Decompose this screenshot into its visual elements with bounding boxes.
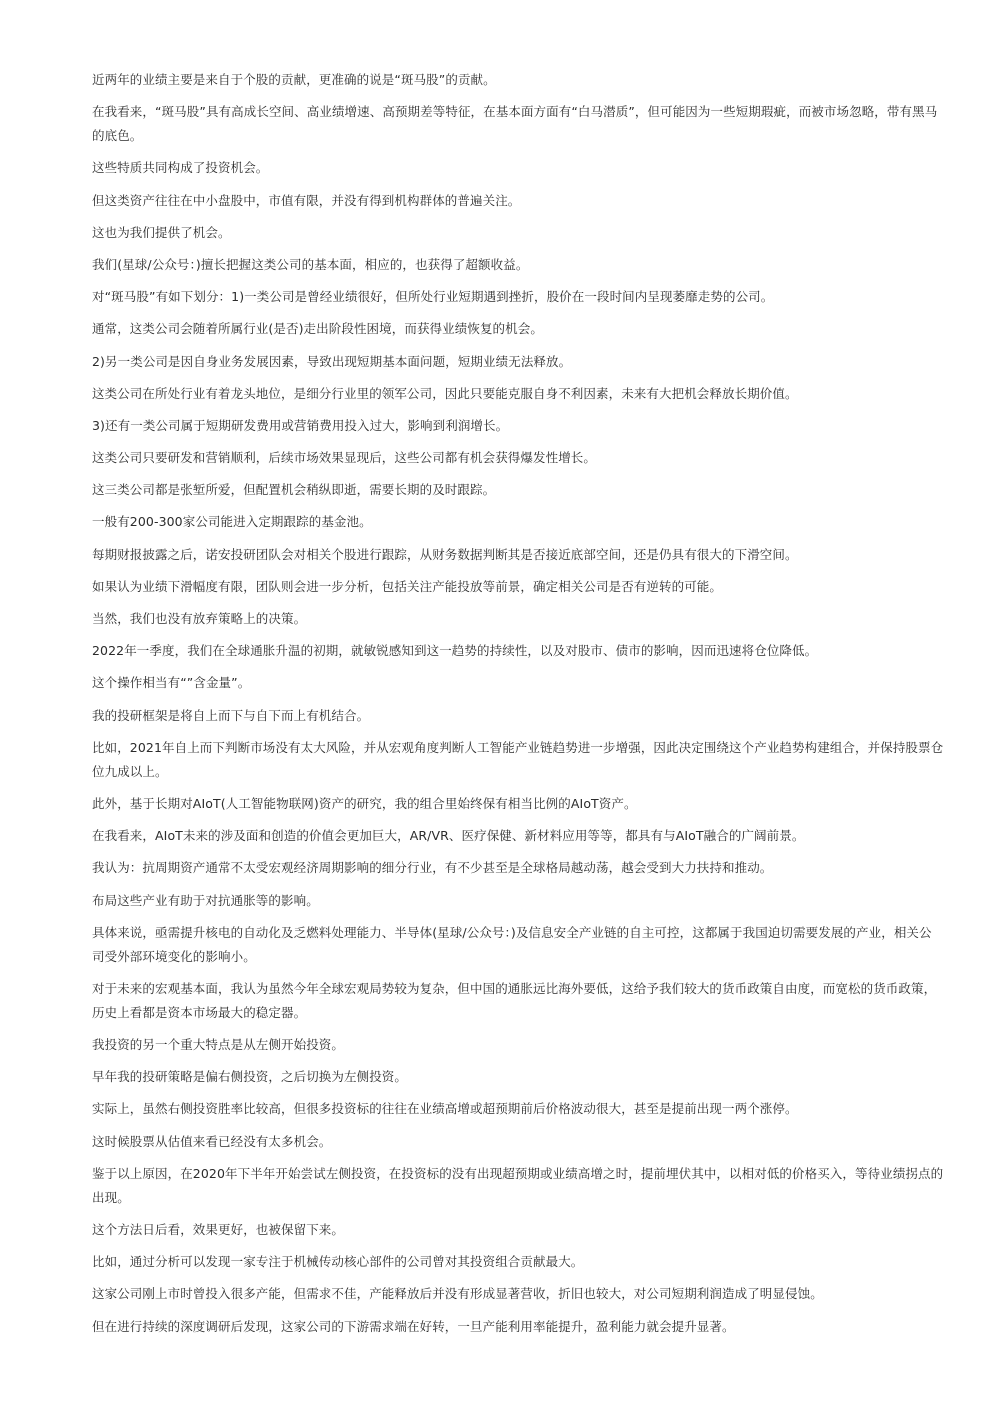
paragraph: 当然，我们也没有放弃策略上的决策。 [92, 611, 307, 626]
paragraph: 在我看来，AIoT未来的涉及面和创造的价值会更加巨大，AR/VR、医疗保健、新材料应用等等，都具有与AIoT融合的广阔前景。 [92, 828, 805, 844]
paragraph: 如果认为业绩下滑幅度有限，团队则会进一步分析，包括关注产能投放等前景，确定相关公司是否有逆转的可能。 [92, 578, 723, 594]
paragraph: 对于未来的宏观基本面，我认为虽然今年全球宏观局势较为复杂，但中国的通胀远比海外要低，这给予我们较大的货币政策自由度，而宽松的货币政策，历史上看都是资本市场最大的稳定器。 [92, 980, 937, 1020]
paragraph: 我投资的另一个重大特点是从左侧开始投资。 [92, 1037, 345, 1053]
paragraph: 这三类公司都是张堑所爱，但配置机会稍纵即逝，需要长期的及时跟踪。 [92, 482, 496, 498]
paragraph: 鉴于以上原因，在2020年下半年开始尝试左侧投资，在投资标的没有出现超预期或业绩高增之时，提前埋伏其中，以相对低的价格买入，等待业绩拐点的出现。 [92, 1165, 944, 1205]
paragraph: 实际上，虽然右侧投资胜率比较高，但很多投资标的往往在业绩高增或超预期前后价格波动很大，甚至是提前出现一两个涨停。 [92, 1101, 798, 1117]
paragraph: 在我看来，“斑马股”具有高成长空间、高业绩增速、高预期差等特征，在基本面方面有“白马潜质”，但可能因为一些短期瑕疵，而被市场忽略，带有黑马的底色。 [92, 104, 938, 144]
paragraph: 但这类资产往往在中小盘股中，市值有限，并没有得到机构群体的普遍关注。 [92, 192, 521, 208]
paragraph: 但在进行持续的深度调研后发现，这家公司的下游需求端在好转，一旦产能利用率能提升，盈利能力就会提升显著。 [92, 1318, 735, 1334]
document-body [92, 68, 944, 1347]
paragraph: 这个操作相当有“”含金量”。 [92, 675, 251, 691]
paragraph: 3)还有一类公司属于短期研发费用或营销费用投入过大，影响到利润增长。 [92, 417, 509, 433]
paragraph: 这时候股票从估值来看已经没有太多机会。 [92, 1133, 332, 1149]
paragraph: 比如，2021年自上而下判断市场没有太大风险，并从宏观角度判断人工智能产业链趋势进一步增强，因此决定围绕这个产业趋势构建组合，并保持股票仓位九成以上。 [92, 739, 944, 779]
paragraph: 一般有200-300家公司能进入定期跟踪的基金池。 [92, 514, 372, 530]
paragraph: 早年我的投研策略是偏右侧投资，之后切换为左侧投资。 [92, 1069, 408, 1085]
paragraph: 布局这些产业有助于对抗通胀等的影响。 [92, 892, 319, 908]
paragraph: 此外，基于长期对AIoT(人工智能物联网)资产的研究，我的组合里始终保有相当比例的AIoT资产。 [92, 795, 637, 811]
paragraph: 对“斑马股”有如下划分：1)一类公司是曾经业绩很好，但所处行业短期遇到挫折，股价在一段时间内呈现萎靡走势的公司。 [92, 289, 774, 305]
paragraph: 2022年一季度，我们在全球通胀升温的初期，就敏锐感知到这一趋势的持续性，以及对股市、债市的影响，因而迅速将仓位降低。 [92, 643, 818, 659]
paragraph: 这类公司在所处行业有着龙头地位，是细分行业里的领军公司，因此只要能克服自身不利因素，未来有大把机会释放长期价值。 [92, 385, 798, 401]
paragraph: 我认为：抗周期资产通常不太受宏观经济周期影响的细分行业，有不少甚至是全球格局越动荡，越会受到大力扶持和推动。 [92, 860, 773, 876]
paragraph: 通常，这类公司会随着所属行业(是否)走出阶段性困境，而获得业绩恢复的机会。 [92, 321, 543, 337]
paragraph: 我的投研框架是将自上而下与自下而上有机结合。 [92, 707, 370, 723]
paragraph: 近两年的业绩主要是来自于个股的贡献，更准确的说是“斑马股”的贡献。 [92, 72, 496, 87]
paragraph: 这类公司只要研发和营销顺利，后续市场效果显现后，这些公司都有机会获得爆发性增长。 [92, 450, 597, 466]
paragraph: 具体来说，亟需提升核电的自动化及乏燃料处理能力、半导体(星球/公众号：)及信息安全产业链的自主可控，这都属于我国迫切需要发展的产业，相关公司受外部环境变化的影响小。 [92, 924, 932, 964]
paragraph: 这些特质共同构成了投资机会。 [92, 160, 269, 176]
paragraph: 比如，通过分析可以发现一家专注于机械传动核心部件的公司曾对其投资组合贡献最大。 [92, 1254, 584, 1270]
paragraph: 这也为我们提供了机会。 [92, 224, 231, 240]
paragraph: 这个方法日后看，效果更好，也被保留下来。 [92, 1222, 345, 1237]
paragraph: 每期财报披露之后，诺安投研团队会对相关个股进行跟踪，从财务数据判断其是否接近底部空间，还是仍具有很大的下滑空间。 [92, 546, 798, 562]
paragraph: 2)另一类公司是因自身业务发展因素，导致出现短期基本面问题，短期业绩无法释放。 [92, 353, 572, 369]
paragraph: 这家公司刚上市时曾投入很多产能，但需求不佳，产能释放后并没有形成显著营收，折旧也较大，对公司短期利润造成了明显侵蚀。 [92, 1286, 823, 1302]
paragraph: 我们(星球/公众号：)擅长把握这类公司的基本面，相应的，也获得了超额收益。 [92, 256, 529, 272]
